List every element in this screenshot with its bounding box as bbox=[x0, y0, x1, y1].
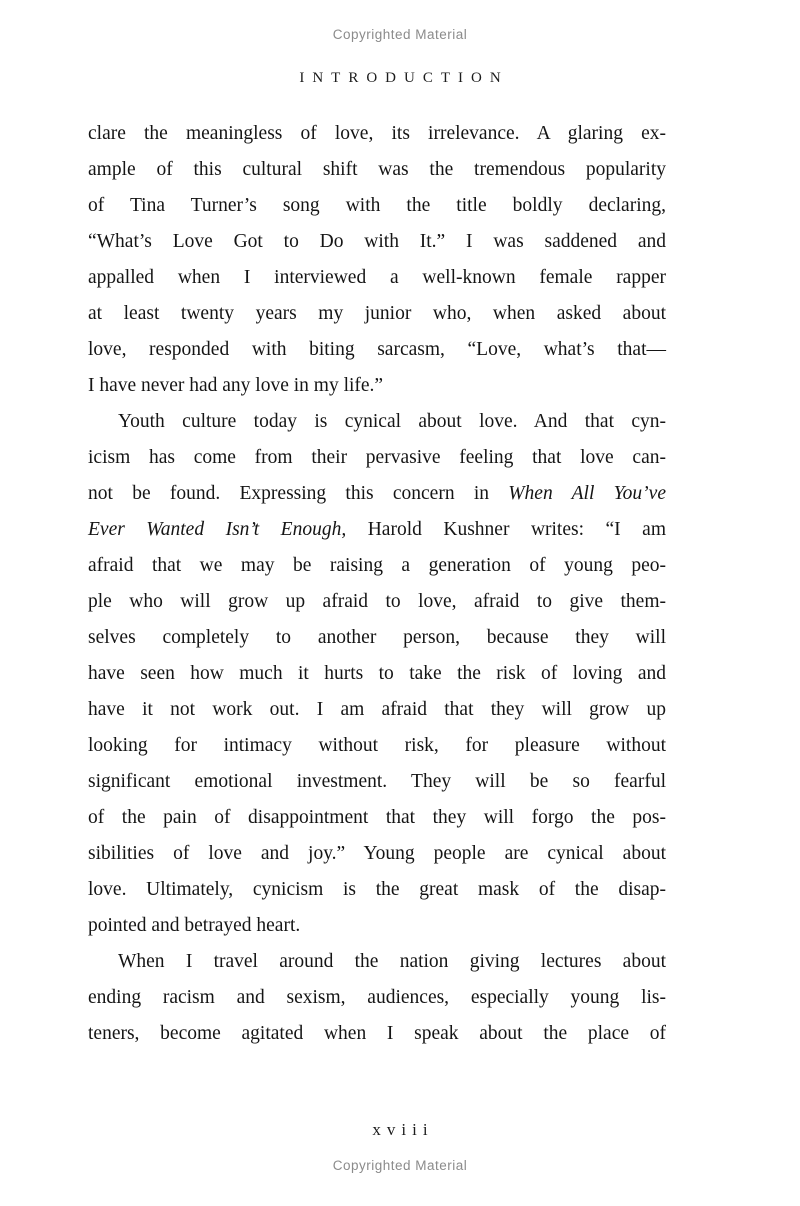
copyright-notice-top: Copyrighted Material bbox=[332, 27, 468, 42]
text-line bbox=[88, 332, 666, 368]
text-segment: of the pain of disappointment that they will forgo the pos- bbox=[88, 807, 666, 828]
text-line bbox=[88, 548, 666, 584]
text-line bbox=[88, 296, 666, 332]
text-segment: clare the meaningless of love, its irrelevance. A glaring ex- bbox=[88, 123, 666, 144]
text-line bbox=[88, 944, 666, 980]
text-segment: ending racism and sexism, audiences, especially young lis- bbox=[88, 987, 666, 1008]
text-line bbox=[88, 152, 666, 188]
text-segment: have seen how much it hurts to take the risk of loving and bbox=[88, 663, 666, 684]
text-line bbox=[88, 584, 666, 620]
text-line bbox=[88, 476, 666, 512]
text-segment: I have never had any love in my life.” bbox=[88, 375, 384, 396]
text-line bbox=[88, 188, 666, 224]
text-segment: significant emotional investment. They will be so fearful bbox=[88, 771, 666, 792]
body-text bbox=[88, 116, 666, 1052]
text-line bbox=[88, 692, 666, 728]
text-line bbox=[88, 800, 666, 836]
text-line bbox=[88, 1016, 666, 1052]
copyright-notice-bottom: Copyrighted Material bbox=[332, 1158, 468, 1173]
text-segment: at least twenty years my junior who, when asked about bbox=[88, 303, 666, 324]
text-segment: ample of this cultural shift was the tremendous popularity bbox=[88, 159, 666, 180]
text-line bbox=[88, 836, 666, 872]
book-title-italic: When All You’ve bbox=[508, 483, 666, 504]
text-line bbox=[88, 260, 666, 296]
text-line bbox=[88, 404, 666, 440]
text-line bbox=[88, 512, 666, 548]
text-segment: Harold Kushner writes: “I am bbox=[346, 519, 666, 540]
text-line bbox=[88, 224, 666, 260]
page-number: xviii bbox=[372, 1120, 434, 1139]
text-segment: love, responded with biting sarcasm, “Love, what’s that— bbox=[88, 339, 666, 360]
text-segment: looking for intimacy without risk, for pleasure without bbox=[88, 735, 666, 756]
text-segment: ple who will grow up afraid to love, afraid to give them- bbox=[88, 591, 666, 612]
text-segment: When I travel around the nation giving lectures about bbox=[118, 951, 666, 972]
text-line bbox=[88, 440, 666, 476]
text-line bbox=[88, 368, 666, 404]
paragraph bbox=[88, 944, 666, 1052]
text-line bbox=[88, 620, 666, 656]
text-line bbox=[88, 908, 666, 944]
paragraph bbox=[88, 116, 666, 404]
text-segment: of Tina Turner’s song with the title boldly declaring, bbox=[88, 195, 666, 216]
book-title-italic: Ever Wanted Isn’t Enough, bbox=[88, 519, 347, 540]
text-segment: “What’s Love Got to Do with It.” I was saddened and bbox=[88, 231, 666, 252]
text-segment: not be found. Expressing this concern in bbox=[88, 483, 509, 504]
text-line bbox=[88, 116, 666, 152]
text-segment: selves completely to another person, because they will bbox=[88, 627, 666, 648]
text-segment: appalled when I interviewed a well-known female rapper bbox=[88, 267, 666, 288]
text-segment: icism has come from their pervasive feeling that love can- bbox=[88, 447, 666, 468]
text-segment: pointed and betrayed heart. bbox=[88, 915, 301, 936]
text-line bbox=[88, 764, 666, 800]
text-segment: teners, become agitated when I speak about the place of bbox=[88, 1023, 666, 1044]
text-segment: afraid that we may be raising a generation of young peo- bbox=[88, 555, 666, 576]
text-line bbox=[88, 728, 666, 764]
chapter-heading: INTRODUCTION bbox=[299, 70, 509, 86]
text-segment: have it not work out. I am afraid that they will grow up bbox=[88, 699, 666, 720]
paragraph bbox=[88, 404, 666, 944]
text-line bbox=[88, 980, 666, 1016]
text-segment: love. Ultimately, cynicism is the great mask of the disap- bbox=[88, 879, 666, 900]
text-segment: sibilities of love and joy.” Young people are cynical about bbox=[88, 843, 666, 864]
text-line bbox=[88, 872, 666, 908]
text-line bbox=[88, 656, 666, 692]
text-segment: Youth culture today is cynical about love. And that cyn- bbox=[118, 411, 666, 432]
